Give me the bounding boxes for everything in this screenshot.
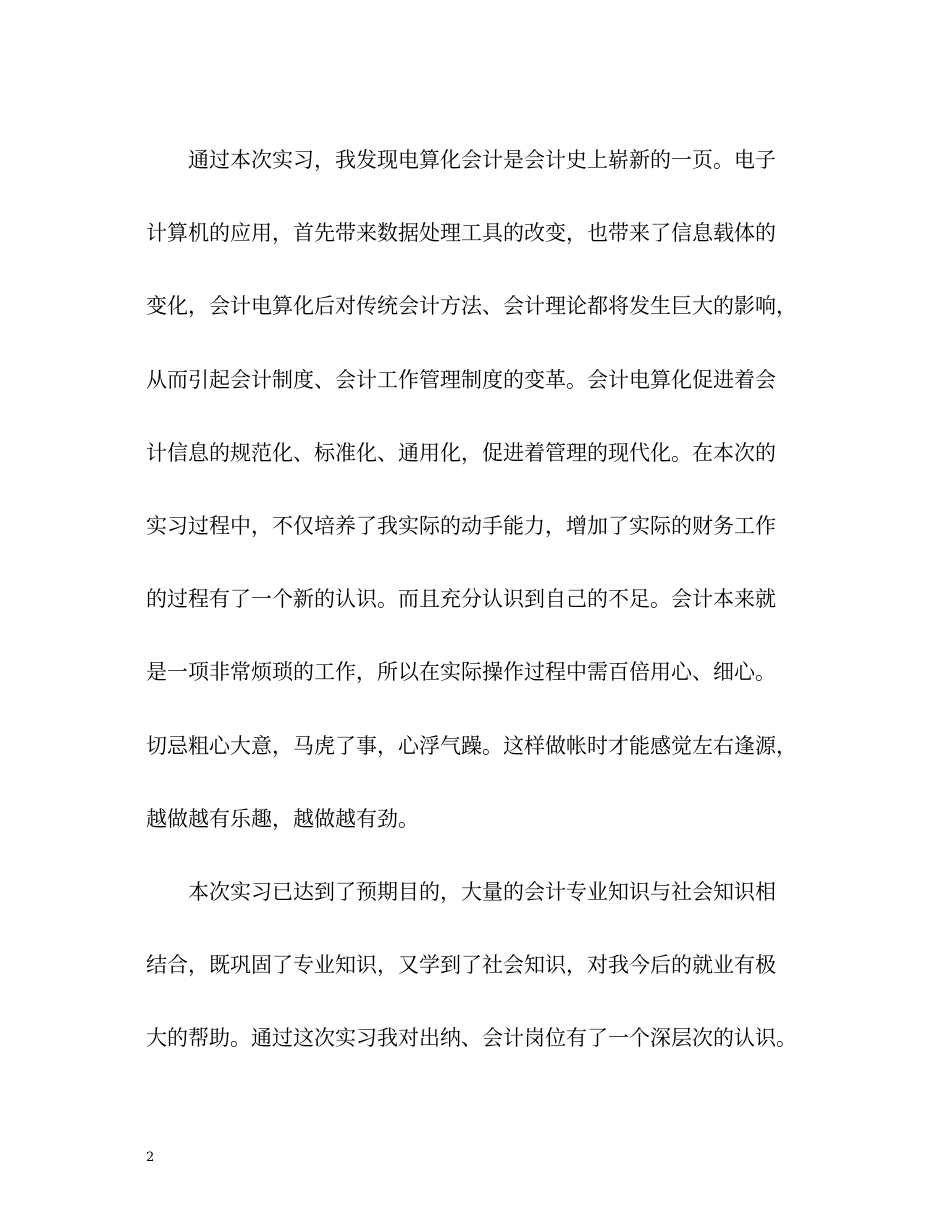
paragraph-1-line-8: 是一项非常烦琐的工作，所以在实际操作过程中需百倍用心、细心。 xyxy=(146,660,776,685)
paragraph-1-line-1: 通过本次实习，我发现电算化会计是会计史上崭新的一页。电子 xyxy=(188,148,776,172)
page-number: 2 xyxy=(146,1150,155,1165)
paragraph-2-line-3: 大的帮助。通过这次实习我对出纳、会计岗位有了一个深层次的认识。 xyxy=(146,1026,797,1051)
paragraph-1-line-5: 计信息的规范化、标准化、通用化，促进着管理的现代化。在本次的 xyxy=(146,440,776,465)
paragraph-1-line-9: 切忌粗心大意，马虎了事，心浮气躁。这样做帐时才能感觉左右逢源， xyxy=(146,733,797,758)
paragraph-1-line-3: 变化，会计电算化后对传统会计方法、会计理论都将发生巨大的影响， xyxy=(146,294,797,319)
paragraph-2-line-2: 结合，既巩固了专业知识，又学到了社会知识，对我今后的就业有极 xyxy=(146,953,776,978)
paragraph-1-line-10: 越做越有乐趣，越做越有劲。 xyxy=(146,806,419,831)
paragraph-1-line-7: 的过程有了一个新的认识。而且充分认识到自己的不足。会计本来就 xyxy=(146,587,776,612)
document-body xyxy=(146,140,816,1091)
paragraph-1-line-4: 从而引起会计制度、会计工作管理制度的变革。会计电算化促进着会 xyxy=(146,367,776,392)
paragraph-2-line-1: 本次实习已达到了预期目的，大量的会计专业知识与社会知识相 xyxy=(188,879,776,904)
paragraph-1-line-6: 实习过程中，不仅培养了我实际的动手能力，增加了实际的财务工作 xyxy=(146,513,776,538)
paragraph-1-line-2: 计算机的应用，首先带来数据处理工具的改变，也带来了信息载体的 xyxy=(146,221,776,246)
